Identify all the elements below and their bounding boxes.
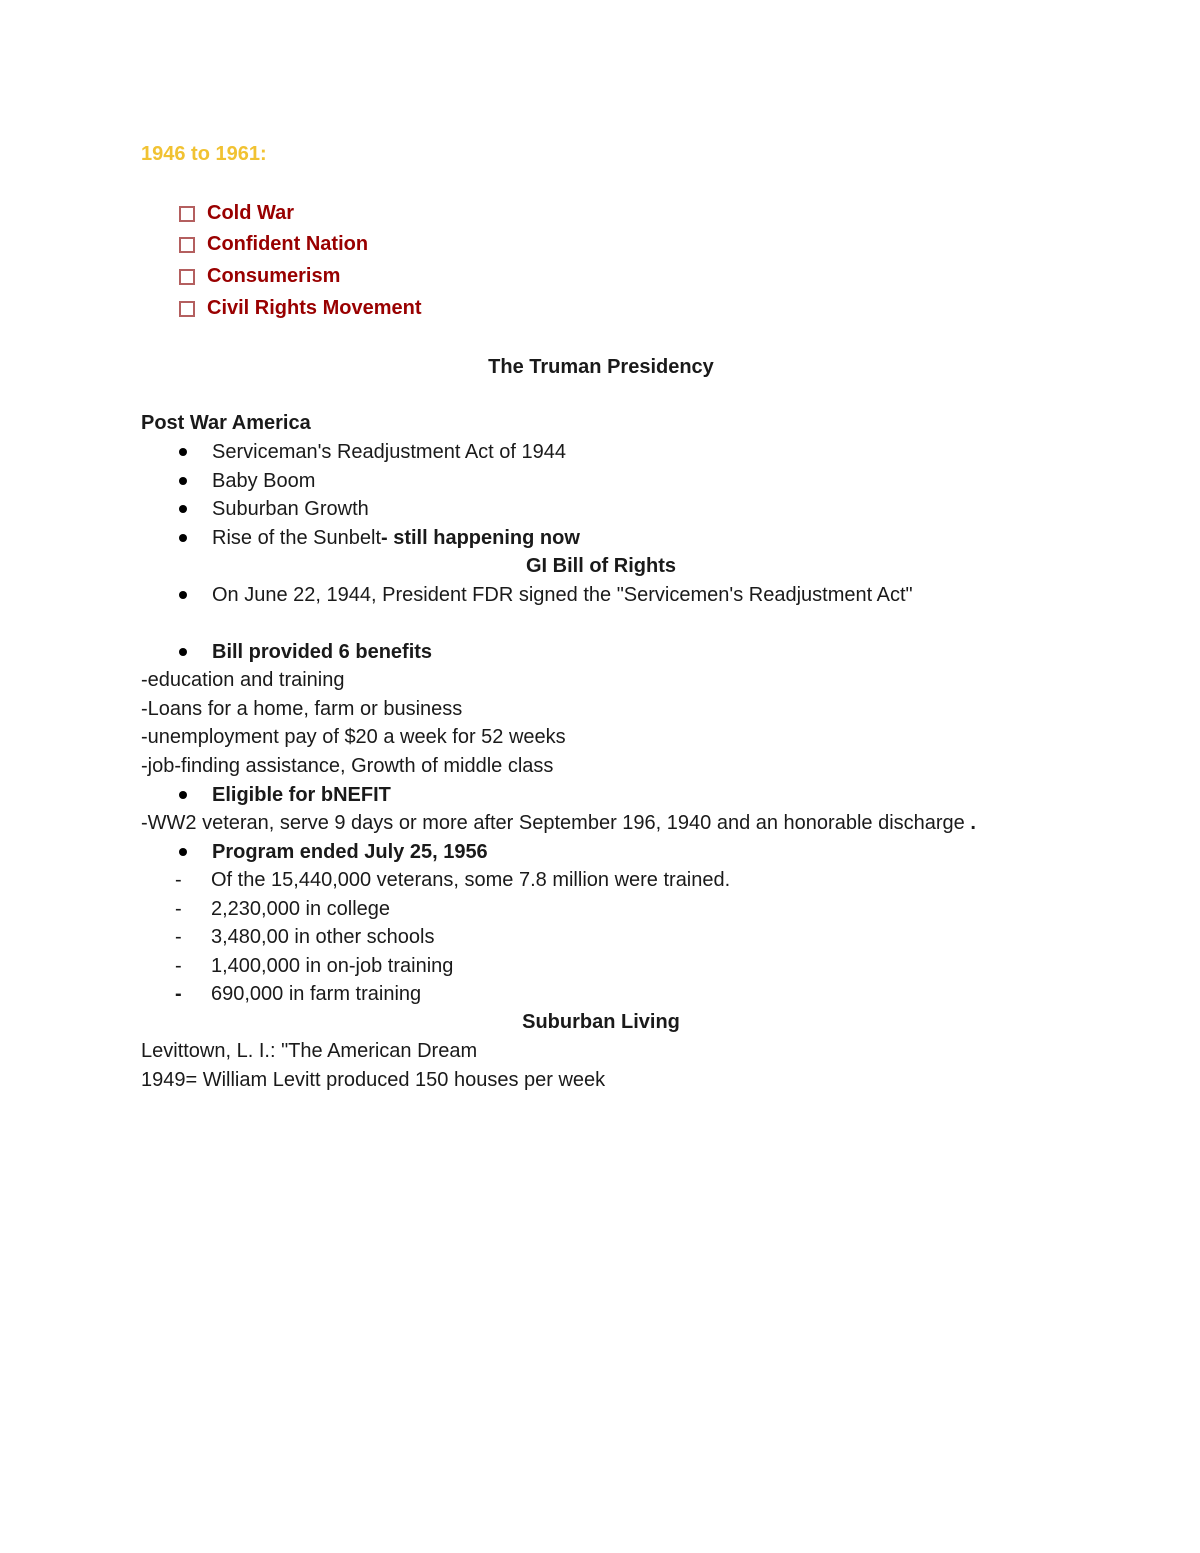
eligible-text: -WW2 veteran, serve 9 days or more after September 196, 1940 and an honorable discharge . [141, 812, 976, 834]
list-item-sunbelt: Rise of the Sunbelt - still happening now [179, 526, 580, 550]
theme-item-consumerism: Consumerism [179, 265, 340, 288]
gi-bill-title: GI Bill of Rights [526, 555, 676, 577]
checkbox-icon[interactable] [179, 301, 195, 317]
stat-item: - 1,400,000 in on-job training [175, 955, 454, 977]
list-item: Serviceman's Readjustment Act of 1944 [179, 440, 566, 464]
benefits-heading: Bill provided 6 benefits [179, 640, 432, 664]
theme-item-confident-nation: Confident Nation [179, 233, 368, 256]
stat-item: - 3,480,00 in other schools [175, 926, 435, 948]
bullet-icon [179, 848, 187, 856]
suburban-title: Suburban Living [522, 1011, 680, 1033]
list-item: Suburban Growth [179, 497, 369, 521]
era-heading: 1946 to 1961: [141, 143, 267, 165]
bullet-icon [179, 591, 187, 599]
checkbox-icon[interactable] [179, 269, 195, 285]
bullet-icon [179, 791, 187, 799]
benefit-line: -education and training [141, 669, 345, 691]
stat-item: - 690,000 in farm training [175, 983, 422, 1005]
list-item: Baby Boom [179, 469, 315, 493]
benefit-line: -Loans for a home, farm or business [141, 698, 463, 720]
benefit-line: -job-finding assistance, Growth of middle class [141, 755, 554, 777]
section-title-truman: The Truman Presidency [488, 356, 714, 378]
stat-item: - 2,230,000 in college [175, 898, 391, 920]
list-item-signed: On June 22, 1944, President FDR signed the "Servicemen's Readjustment Act" [179, 583, 913, 607]
post-war-heading: Post War America [141, 412, 311, 434]
suburban-line: 1949= William Levitt produced 150 houses per week [141, 1069, 606, 1091]
checkbox-icon[interactable] [179, 237, 195, 253]
bullet-icon [179, 448, 187, 456]
suburban-line: Levittown, L. I.: "The American Dream [141, 1040, 478, 1062]
theme-item-cold-war: Cold War [179, 202, 294, 225]
bullet-icon [179, 648, 187, 656]
bullet-icon [179, 505, 187, 513]
stat-item: - Of the 15,440,000 veterans, some 7.8 million were trained. [175, 869, 731, 891]
program-heading: Program ended July 25, 1956 [179, 840, 488, 864]
bullet-icon [179, 534, 187, 542]
benefit-line: -unemployment pay of $20 a week for 52 weeks [141, 726, 566, 748]
theme-item-civil-rights: Civil Rights Movement [179, 297, 421, 320]
checkbox-icon[interactable] [179, 206, 195, 222]
eligible-heading: Eligible for bNEFIT [179, 783, 391, 807]
bullet-icon [179, 477, 187, 485]
